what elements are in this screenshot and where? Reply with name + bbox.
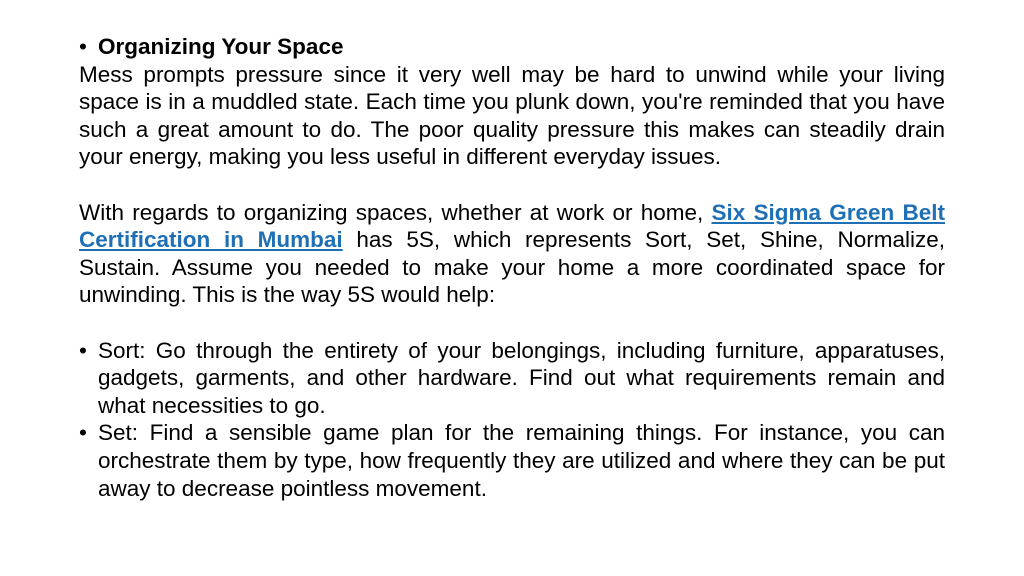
certification-link[interactable]: Six Sigma Green Belt Certification in Mumbai [79,199,945,253]
five-s-paragraph [79,199,945,309]
list-item-text: Set: Find a sensible game plan for the remaining things. For instance, you can orchestrate them by type, how frequently they are utilized and where they can be put away to decrease pointless movement. [98,420,945,501]
list-item-set [79,419,945,502]
list-item-text: Sort: Go through the entirety of your belongings, including furniture, apparatuses, gadgets, garments, and other hardware. Find out what requirements remain and what necessities to go. [98,337,945,418]
intro-paragraph: Mess prompts pressure since it very well may be hard to unwind while your living space is in a muddled state. Each time you plunk down, you're reminded that you have such a great amount to do. The poor quality pressure this makes can steadily drain your energy, making you less useful in different everyday issues. [79,61,945,170]
bullet-icon: • [79,34,87,59]
heading-text: Organizing Your Space [98,34,344,59]
spacer [79,309,945,337]
slide-content [79,33,945,502]
paragraph-text-before-link: With regards to organizing spaces, whether at work or home, [79,199,712,225]
spacer [79,171,945,199]
paragraph-text-after-link: has 5S, which represents Sort, Set, Shine, Normalize, Sustain. Assume you needed to make your home a more coordinated space for unwinding. This is the way 5S would help: [79,227,946,308]
bullet-icon: • [79,337,87,363]
section-heading [79,33,945,61]
bullet-icon: • [79,420,87,446]
list-item-sort [79,337,945,420]
